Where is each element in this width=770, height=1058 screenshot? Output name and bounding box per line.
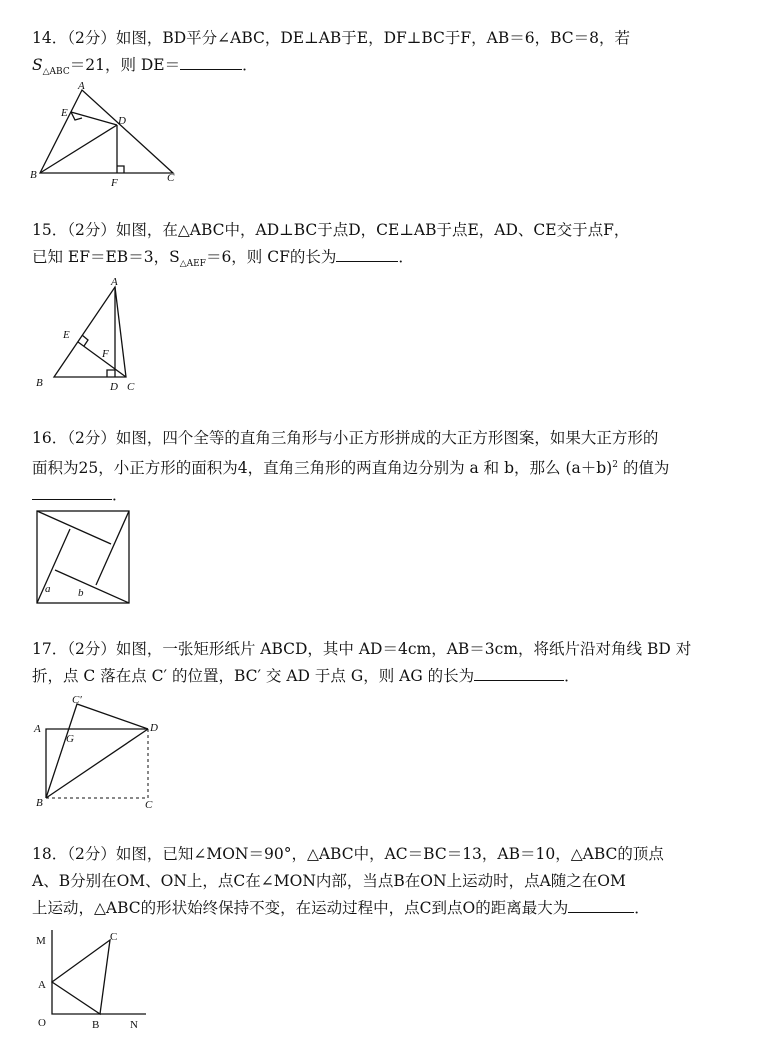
svg-text:D: D (118, 115, 126, 127)
svg-text:b: b (78, 587, 84, 599)
svg-text:B: B (92, 1019, 100, 1031)
question-18-line-2: A、B分别在OM、ON上，点C在∠MON内部，当点B在ON上运动时，点A随之在OM (32, 872, 626, 890)
answer-blank[interactable] (180, 55, 242, 70)
triangle-side (55, 570, 129, 603)
svg-text:D: D (110, 381, 118, 393)
svg-text:B: B (36, 377, 43, 389)
svg-text:C′: C′ (72, 694, 82, 706)
right-angle-d (107, 370, 115, 377)
answer-blank[interactable] (474, 666, 564, 681)
question-15-figure (34, 274, 154, 394)
triangle-abc (52, 940, 110, 1014)
svg-text:C: C (110, 931, 118, 943)
svg-text:E: E (61, 107, 68, 119)
question-15-line-1: 15．（2分）如图，在△ABC中，AD⊥BC于点D，CE⊥AB于点E，AD、CE交于点F， (32, 221, 630, 239)
question-18 (32, 841, 744, 922)
svg-text:F: F (111, 177, 118, 189)
right-angle-f (117, 166, 124, 173)
question-17 (32, 636, 744, 690)
question-16-line-3: ． (32, 482, 744, 509)
svg-text:A: A (38, 979, 46, 991)
svg-text:M: M (36, 935, 46, 947)
question-18-line-1: 18．（2分）如图，已知∠MON＝90°，△ABC中，AC＝BC＝13，AB＝10，△ABC的顶点 (32, 845, 664, 863)
right-angle-e (82, 335, 88, 346)
question-17-line-1: 17．（2分）如图，一张矩形纸片 ABCD，其中 AD＝4cm，AB＝3cm，将纸片沿对角线 BD 对 (32, 640, 692, 658)
svg-text:B: B (36, 797, 43, 809)
svg-text:E: E (63, 329, 70, 341)
svg-text:a: a (45, 583, 51, 595)
svg-text:G: G (66, 733, 74, 745)
question-14-line-1: 14．（2分）如图，BD平分∠ABC，DE⊥AB于E，DF⊥BC于F，AB＝6，BC＝8，若 (32, 29, 630, 47)
svg-text:F: F (102, 348, 109, 360)
question-18-figure (34, 924, 154, 1036)
svg-text:C: C (145, 799, 153, 811)
answer-blank[interactable] (568, 898, 634, 913)
svg-text:A: A (111, 276, 118, 288)
folded-triangle (46, 704, 148, 798)
triangle-side (96, 511, 129, 585)
svg-text:B: B (30, 169, 37, 181)
question-18-line-3: 上运动，△ABC的形状始终保持不变，在运动过程中，点C到点O的距离最大为 ． (32, 899, 650, 917)
triangle-side (37, 511, 111, 544)
diagonal-bd (46, 729, 148, 798)
triangle-side (37, 529, 70, 603)
question-16-line-2: 面积为25，小正方形的面积为4，直角三角形的两直角边分别为 a 和 b，那么 $(a+b)^2$ 的值为 (32, 459, 670, 478)
question-17-figure (34, 694, 164, 812)
answer-blank[interactable] (32, 485, 112, 500)
svg-text:C: C (127, 381, 135, 393)
question-15-line-2: 已知 EF＝EB＝3，$S_{\triangle AEF}=6$，则 CF的长为 ． (32, 248, 414, 270)
question-14 (32, 25, 744, 86)
svg-text:A: A (34, 723, 41, 735)
question-16-line-1: 16．（2分）如图，四个全等的直角三角形与小正方形拼成的大正方形图案，如果大正方形的 (32, 429, 659, 447)
question-14-figure (30, 80, 190, 190)
answer-blank[interactable] (336, 247, 398, 262)
svg-text:N: N (130, 1019, 138, 1031)
question-17-line-2: 折，点 C 落在点 C′ 的位置，BC′ 交 AD 于点 G，则 AG 的长为 ． (32, 667, 580, 685)
svg-text:A: A (78, 80, 85, 92)
svg-text:O: O (38, 1017, 46, 1029)
question-15 (32, 217, 744, 278)
svg-text:D: D (150, 722, 158, 734)
question-16 (32, 425, 744, 509)
question-14-line-2: $S_{\triangle ABC}=21$，则 DE＝ ． (32, 56, 258, 78)
svg-text:C: C (167, 172, 175, 184)
question-16-figure (36, 510, 130, 604)
